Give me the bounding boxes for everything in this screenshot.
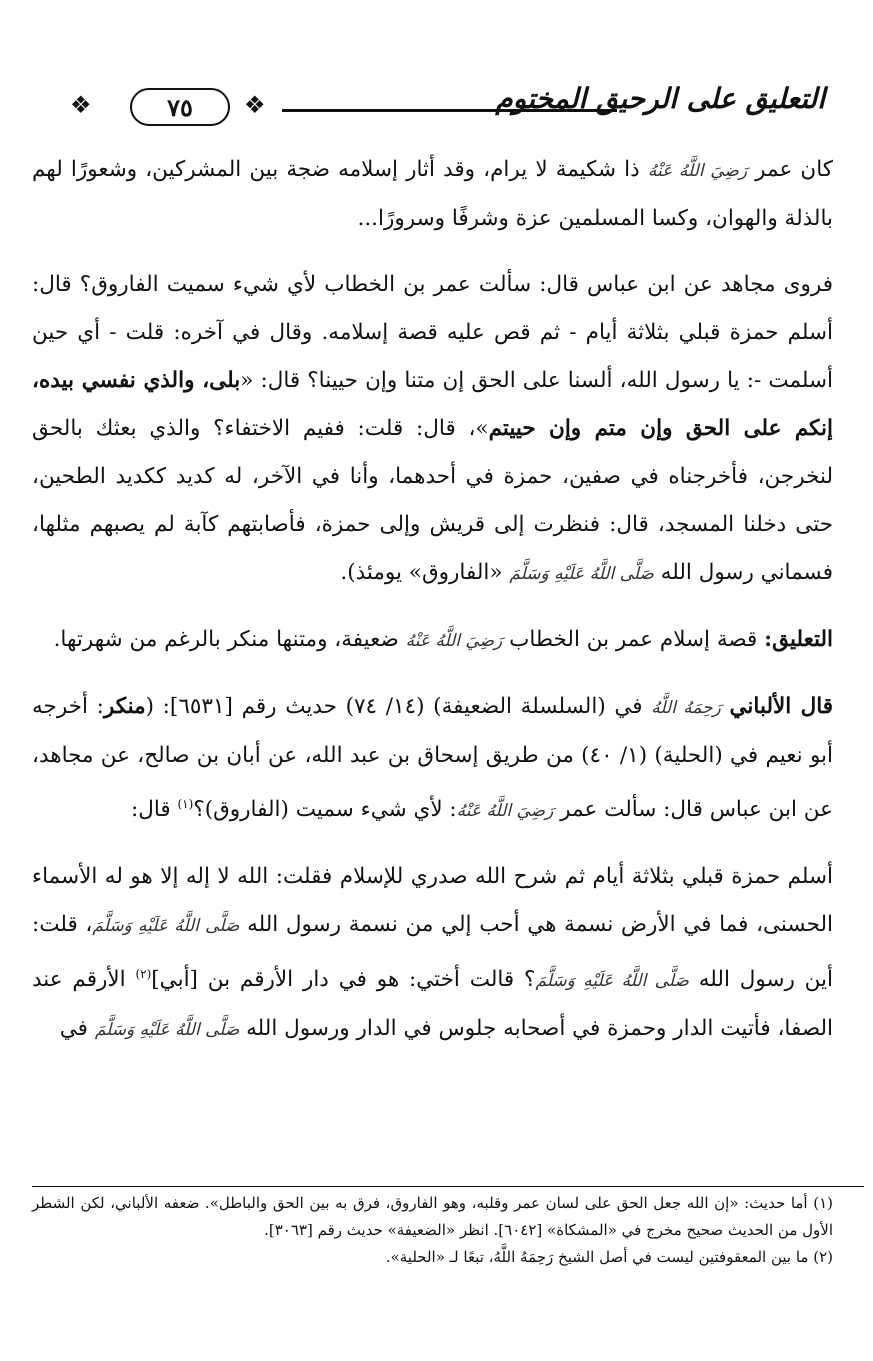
footnote-rule <box>32 1186 864 1187</box>
text-run: قال الألباني <box>729 694 834 719</box>
honorific-text: صَلَّى اللَّهُ عَلَيْهِ وَسَلَّمَ <box>92 916 240 937</box>
ornament-right-icon: ❖ <box>244 91 266 119</box>
text-run: »، قال: قلت: ففيم الاختفاء؟ والذي بعثك بالحق لنخرجن، فأخرجناه في صفين، حمزة في أحدهما، وأنا في الآخر، له كديد ككديد الطحين، حتى دخلنا المسجد، قال: فنظرت إلى قريش وإلى حمزة، فأصابتهم كآبة لم يصبهم مثلها، فسماني رسول الله <box>32 416 833 585</box>
text-run: «الفاروق» يومئذ). <box>340 560 510 585</box>
text-run: قصة إسلام عمر بن الخطاب <box>502 627 765 652</box>
text-run: في <box>59 1016 95 1042</box>
page-number-badge <box>130 88 230 126</box>
body-text <box>32 146 833 1054</box>
text-run: أسلم حمزة قبلي بثلاثة أيام ثم شرح الله صدري للإسلام فقلت: الله لا إله إلا هو له الأسماء الحسنى، فما في الأرض نسمة هي أحب إلي من نسمة رسول الله <box>32 864 833 938</box>
page-number: ٧٥ <box>167 92 193 122</box>
footnotes <box>32 1190 833 1271</box>
text-run: منكر <box>103 694 146 719</box>
footnote-2: (٢) ما بين المعقوفتين ليست في أصل الشيخ رَحِمَهُ اللَّهُ، تبعًا لـ «الحلية». <box>385 1248 833 1266</box>
text-run: بلى، والذي نفسي بيده، إنكم على الحق وإن متم وإن حييتم <box>32 368 833 441</box>
text-run: ضعيفة، ومتنها منكر بالرغم من شهرتها. <box>53 627 406 652</box>
paragraph-5 <box>32 853 833 1054</box>
text-run: ، قلت: أين رسول الله <box>32 912 834 993</box>
paragraph-1 <box>32 146 833 243</box>
text-run: ؟ قالت أختي: هو في دار الأرقم بن [أبي] <box>151 967 536 993</box>
paragraph-4-albani <box>32 683 833 835</box>
footnote-ref: (٢) <box>135 967 152 982</box>
text-run: في (السلسلة الضعيفة) (١٤/ ٧٤) حديث رقم [٦٥٣١]: ( <box>145 694 652 719</box>
paragraph-2 <box>32 261 833 598</box>
paragraph-3-commentary <box>32 616 833 665</box>
honorific-text: رَضِيَ اللَّهُ عَنْهُ <box>456 801 554 822</box>
honorific-text: رَحِمَهُ اللَّهُ <box>651 698 721 718</box>
honorific-text: صَلَّى اللَّهُ عَلَيْهِ وَسَلَّمَ <box>535 971 689 992</box>
text-run <box>721 694 730 719</box>
text-run: كان عمر <box>747 157 833 182</box>
honorific-text: صَلَّى اللَّهُ عَلَيْهِ وَسَلَّمَ <box>94 1020 240 1041</box>
page-header <box>70 78 825 138</box>
honorific-text: صَلَّى اللَّهُ عَلَيْهِ وَسَلَّمَ <box>509 564 654 584</box>
footnote-ref: (١) <box>177 797 194 811</box>
text-run: الأرقم عند الصفا، فأتيت الدار وحمزة في أصحابه جلوس في الدار ورسول الله <box>32 967 833 1042</box>
footnote-1: (١) أما حديث: «إن الله جعل الحق على لسان عمر وقلبه، وهو الفاروق، فرق به بين الحق والباطل». ضعفه الألباني، لكن الشطر الأول من الحديث صحيح مخرج في «المشكاة» [٦٠٤٢]. انظر «الضعيفة» حديث رقم [٣٠٦٣]. <box>32 1194 833 1239</box>
honorific-text: رَضِيَ اللَّهُ عَنْهُ <box>405 631 503 651</box>
book-title: التعليق على الرحيق المختوم <box>495 82 825 115</box>
text-run: : أخرجه أبو نعيم في (الحلية) (١/ ٤٠) من طريق إسحاق بن عبد الله، عن أبان بن صالح، عن مجاهد، عن ابن عباس قال: سألت عمر <box>32 694 834 823</box>
honorific-text: رَضِيَ اللَّهُ عَنْهُ <box>647 161 748 181</box>
text-run: التعليق: <box>764 627 833 652</box>
text-run: قال: <box>130 797 178 823</box>
text-run: : لأي شيء سميت (الفاروق)؟ <box>193 797 457 823</box>
text-run: ذا شكيمة لا يرام، وقد أثار إسلامه ضجة بين المشركين، وشعورًا لهم بالذلة والهوان، وكسا المسلمين عزة وشرفًا وسرورًا... <box>32 157 833 231</box>
text-run: فروى مجاهد عن ابن عباس قال: سألت عمر بن الخطاب لأي شيء سميت الفاروق؟ قال: أسلم حمزة قبلي بثلاثة أيام - ثم قص عليه قصة إسلامه. وقال في آخره: قلت - أي حين أسلمت -: يا رسول الله، ألسنا على الحق إن متنا وإن حيينا؟ قال: « <box>32 272 833 393</box>
ornament-left-icon: ❖ <box>70 91 92 119</box>
